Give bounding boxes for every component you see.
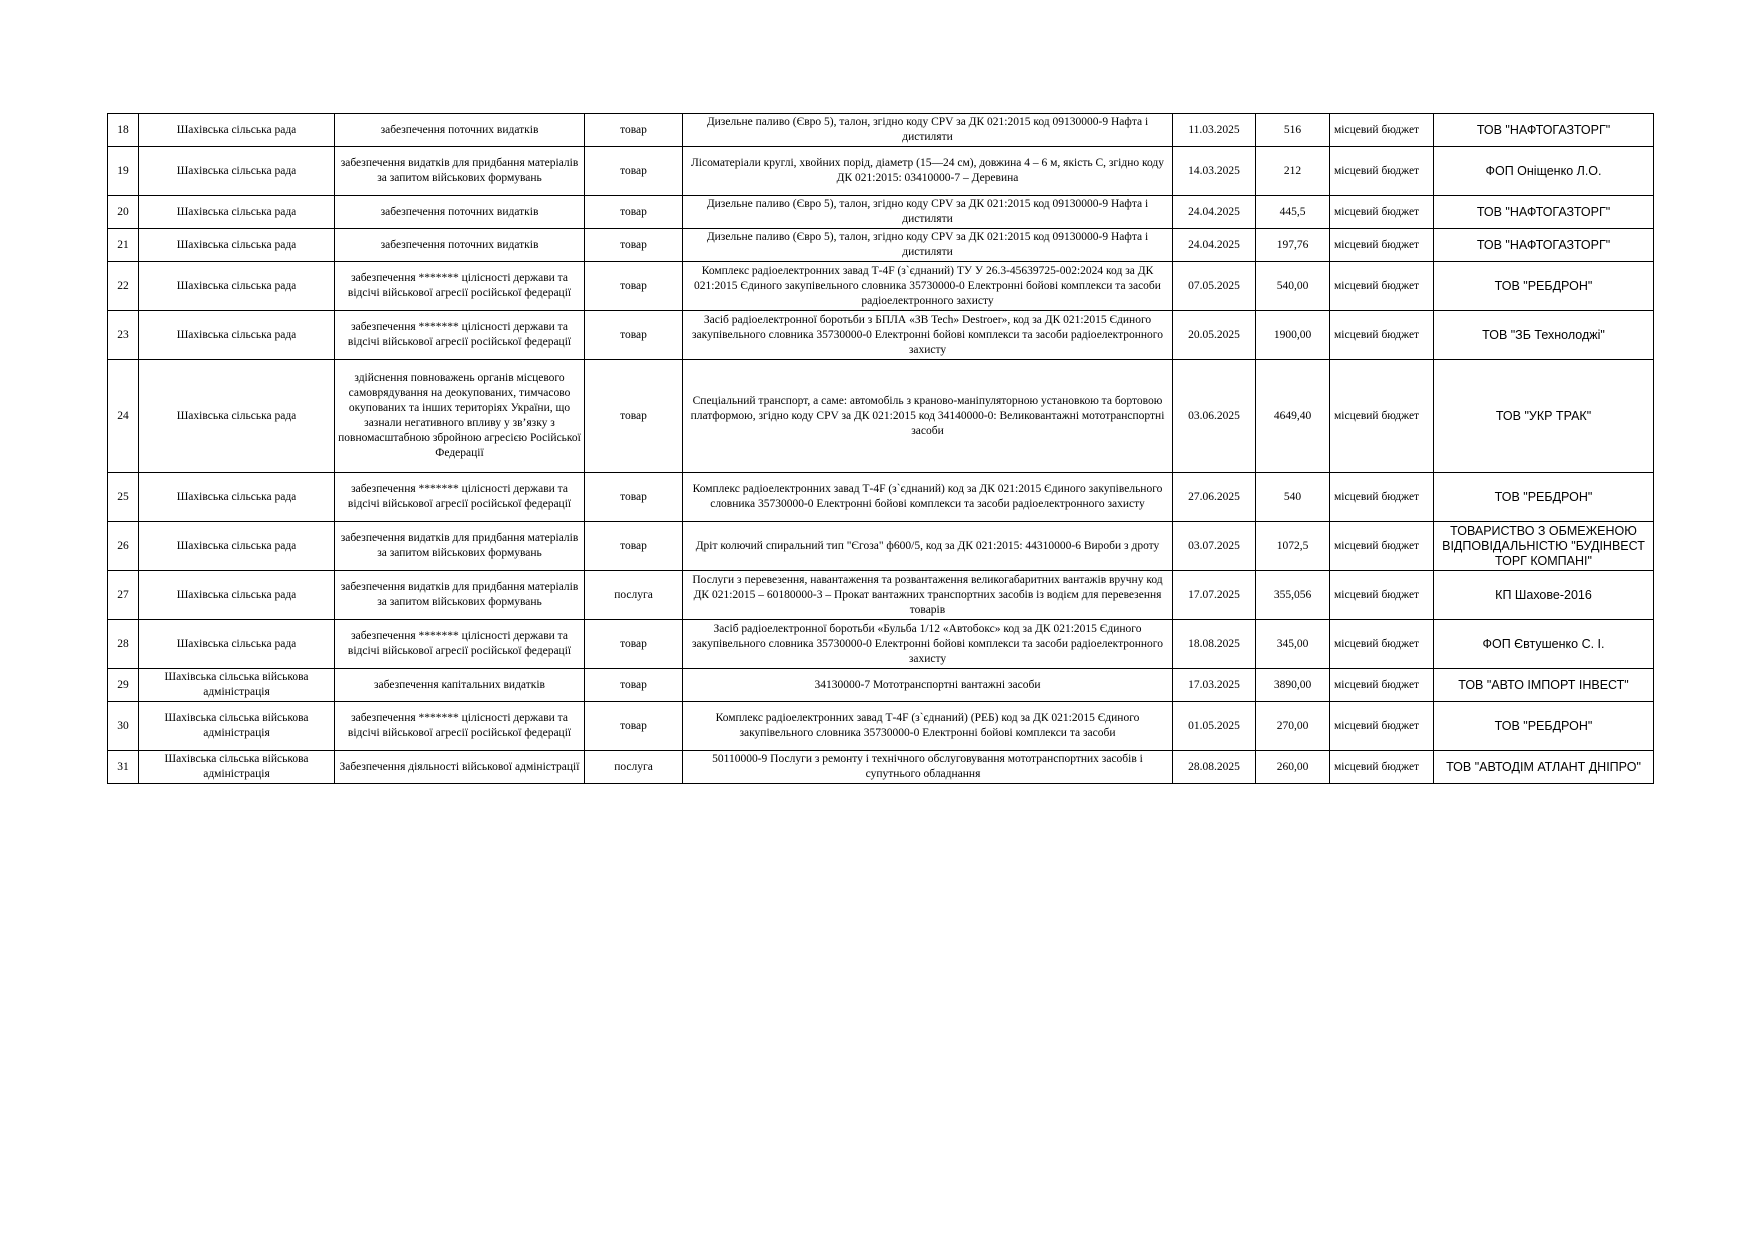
procurement-type: послуга xyxy=(585,751,683,784)
subject-description: Дизельне паливо (Євро 5), талон, згідно коду CPV за ДК 021:2015 код 09130000-9 Нафта і дистиляти xyxy=(683,114,1173,147)
supplier-name: ТОВ "НАФТОГАЗТОРГ" xyxy=(1434,114,1654,147)
row-number: 26 xyxy=(108,522,139,571)
contract-amount: 1072,5 xyxy=(1256,522,1330,571)
contract-amount: 270,00 xyxy=(1256,702,1330,751)
procurement-type: товар xyxy=(585,229,683,262)
purpose-text: забезпечення капітальних видатків xyxy=(335,669,585,702)
contract-date: 01.05.2025 xyxy=(1173,702,1256,751)
supplier-name: ТОВ "АВТОДІМ АТЛАНТ ДНІПРО" xyxy=(1434,751,1654,784)
contract-date: 03.07.2025 xyxy=(1173,522,1256,571)
organizer-name: Шахівська сільська рада xyxy=(139,262,335,311)
supplier-name: ФОП Оніщенко Л.О. xyxy=(1434,147,1654,196)
funding-source: місцевий бюджет xyxy=(1330,360,1434,473)
supplier-name: ТОВ "РЕБДРОН" xyxy=(1434,702,1654,751)
organizer-name: Шахівська сільська військова адміністрація xyxy=(139,702,335,751)
table-row xyxy=(108,229,1654,262)
contract-amount: 3890,00 xyxy=(1256,669,1330,702)
contract-date: 28.08.2025 xyxy=(1173,751,1256,784)
row-number: 28 xyxy=(108,620,139,669)
contract-amount: 4649,40 xyxy=(1256,360,1330,473)
contract-amount: 355,056 xyxy=(1256,571,1330,620)
row-number: 27 xyxy=(108,571,139,620)
subject-description: Комплекс радіоелектронних завад Т-4F (з`єднаний) (РЕБ) код за ДК 021:2015 Єдиного закупівельного словника 35730000-0 Електронні бойові комплекси та засоби xyxy=(683,702,1173,751)
funding-source: місцевий бюджет xyxy=(1330,196,1434,229)
organizer-name: Шахівська сільська рада xyxy=(139,360,335,473)
contract-amount: 516 xyxy=(1256,114,1330,147)
procurement-type: товар xyxy=(585,702,683,751)
procurement-type: товар xyxy=(585,196,683,229)
contract-date: 03.06.2025 xyxy=(1173,360,1256,473)
subject-description: Дріт колючий спиральний тип "Єгоза" ф600/5, код за ДК 021:2015: 44310000-6 Вироби з дроту xyxy=(683,522,1173,571)
subject-description: Дизельне паливо (Євро 5), талон, згідно коду CPV за ДК 021:2015 код 09130000-9 Нафта і дистиляти xyxy=(683,196,1173,229)
contract-amount: 1900,00 xyxy=(1256,311,1330,360)
contract-date: 27.06.2025 xyxy=(1173,473,1256,522)
funding-source: місцевий бюджет xyxy=(1330,147,1434,196)
subject-description: Засіб радіоелектронної боротьби «Бульба 1/12 «Автобокс» код за ДК 021:2015 Єдиного закупівельного словника 35730000-0 Електронні бойові комплекси та засоби радіоелектронного захисту xyxy=(683,620,1173,669)
funding-source: місцевий бюджет xyxy=(1330,311,1434,360)
subject-description: Комплекс радіоелектронних завад Т-4F (з`єднаний) ТУ У 26.3-45639725-002:2024 код за ДК 021:2015 Єдиного закупівельного словника 35730000-0 Електронні бойові комплекси та засоби радіоелектронного захисту xyxy=(683,262,1173,311)
contract-date: 20.05.2025 xyxy=(1173,311,1256,360)
row-number: 18 xyxy=(108,114,139,147)
supplier-name: ФОП Євтушенко С. І. xyxy=(1434,620,1654,669)
procurement-type: послуга xyxy=(585,571,683,620)
organizer-name: Шахівська сільська рада xyxy=(139,620,335,669)
contract-amount: 260,00 xyxy=(1256,751,1330,784)
contract-amount: 345,00 xyxy=(1256,620,1330,669)
funding-source: місцевий бюджет xyxy=(1330,669,1434,702)
supplier-name: ТОВ "ЗБ Технолоджі" xyxy=(1434,311,1654,360)
subject-description: Послуги з перевезення, навантаження та розвантаження великогабаритних вантажів вручну код ДК 021:2015 – 60180000-3 – Прокат вантажних транспортних засобів із водієм для перевезення товарів xyxy=(683,571,1173,620)
table-row xyxy=(108,473,1654,522)
contract-date: 07.05.2025 xyxy=(1173,262,1256,311)
procurement-type: товар xyxy=(585,360,683,473)
funding-source: місцевий бюджет xyxy=(1330,571,1434,620)
subject-description: Лісоматеріали круглі, хвойних порід, діаметр (15—24 см), довжина 4 – 6 м, якість С, згідно коду ДК 021:2015: 03410000-7 – Деревина xyxy=(683,147,1173,196)
table-row xyxy=(108,702,1654,751)
contract-date: 18.08.2025 xyxy=(1173,620,1256,669)
procurement-type: товар xyxy=(585,114,683,147)
procurement-type: товар xyxy=(585,147,683,196)
purpose-text: забезпечення видатків для придбання матеріалів за запитом військових формувань xyxy=(335,147,585,196)
row-number: 24 xyxy=(108,360,139,473)
supplier-name: ТОВ "АВТО ІМПОРТ ІНВЕСТ" xyxy=(1434,669,1654,702)
procurement-type: товар xyxy=(585,311,683,360)
table-row xyxy=(108,114,1654,147)
table-row xyxy=(108,147,1654,196)
funding-source: місцевий бюджет xyxy=(1330,262,1434,311)
purpose-text: Забезпечення діяльності військової адміністрації xyxy=(335,751,585,784)
procurement-type: товар xyxy=(585,473,683,522)
contract-date: 17.07.2025 xyxy=(1173,571,1256,620)
table-body xyxy=(108,114,1654,784)
funding-source: місцевий бюджет xyxy=(1330,114,1434,147)
subject-description: Дизельне паливо (Євро 5), талон, згідно коду CPV за ДК 021:2015 код 09130000-9 Нафта і дистиляти xyxy=(683,229,1173,262)
purpose-text: забезпечення ******* цілісності держави та відсічі військової агресії російської федерації xyxy=(335,311,585,360)
organizer-name: Шахівська сільська рада xyxy=(139,473,335,522)
row-number: 30 xyxy=(108,702,139,751)
row-number: 21 xyxy=(108,229,139,262)
table-row xyxy=(108,571,1654,620)
table-row xyxy=(108,620,1654,669)
funding-source: місцевий бюджет xyxy=(1330,751,1434,784)
purpose-text: забезпечення поточних видатків xyxy=(335,229,585,262)
contract-amount: 540,00 xyxy=(1256,262,1330,311)
procurement-table xyxy=(107,113,1654,784)
row-number: 23 xyxy=(108,311,139,360)
subject-description: Засіб радіоелектронної боротьби з БПЛА «ЗВ Tech» Destroer», код за ДК 021:2015 Єдиного закупівельного словника 35730000-0 Електронні бойові комплекси та засоби радіоелектронного захисту xyxy=(683,311,1173,360)
subject-description: Спеціальний транспорт, а саме: автомобіль з краново-маніпуляторною установкою та бортовою платформою, згідно коду CPV за ДК 021:2015 код 34140000-0: Великовантажні мототранспортні засоби xyxy=(683,360,1173,473)
purpose-text: забезпечення поточних видатків xyxy=(335,114,585,147)
subject-description: 34130000-7 Мототранспортні вантажні засоби xyxy=(683,669,1173,702)
purpose-text: здійснення повноважень органів місцевого самоврядування на деокупованих, тимчасово окупованих та інших територіях України, що зазнали негативного впливу у зв’язку з повномасштабною збройною агресією Російської Федерації xyxy=(335,360,585,473)
table-row xyxy=(108,262,1654,311)
procurement-type: товар xyxy=(585,262,683,311)
purpose-text: забезпечення ******* цілісності держави та відсічі військової агресії російської федерації xyxy=(335,702,585,751)
organizer-name: Шахівська сільська військова адміністрація xyxy=(139,669,335,702)
funding-source: місцевий бюджет xyxy=(1330,473,1434,522)
purpose-text: забезпечення видатків для придбання матеріалів за запитом військових формувань xyxy=(335,571,585,620)
supplier-name: КП Шахове-2016 xyxy=(1434,571,1654,620)
organizer-name: Шахівська сільська рада xyxy=(139,311,335,360)
procurement-type: товар xyxy=(585,669,683,702)
purpose-text: забезпечення поточних видатків xyxy=(335,196,585,229)
supplier-name: ТОВ "УКР ТРАК" xyxy=(1434,360,1654,473)
contract-amount: 197,76 xyxy=(1256,229,1330,262)
contract-amount: 540 xyxy=(1256,473,1330,522)
subject-description: Комплекс радіоелектронних завад Т-4F (з`єднаний) код за ДК 021:2015 Єдиного закупівельного словника 35730000-0 Електронні бойові комплекси та засоби радіоелектронного захисту xyxy=(683,473,1173,522)
supplier-name: ТОВ "РЕБДРОН" xyxy=(1434,262,1654,311)
purpose-text: забезпечення видатків для придбання матеріалів за запитом військових формувань xyxy=(335,522,585,571)
row-number: 31 xyxy=(108,751,139,784)
purpose-text: забезпечення ******* цілісності держави та відсічі військової агресії російської федерації xyxy=(335,262,585,311)
supplier-name: ТОВ "НАФТОГАЗТОРГ" xyxy=(1434,196,1654,229)
contract-amount: 445,5 xyxy=(1256,196,1330,229)
contract-amount: 212 xyxy=(1256,147,1330,196)
contract-date: 17.03.2025 xyxy=(1173,669,1256,702)
organizer-name: Шахівська сільська рада xyxy=(139,147,335,196)
contract-date: 24.04.2025 xyxy=(1173,229,1256,262)
procurement-type: товар xyxy=(585,620,683,669)
contract-date: 24.04.2025 xyxy=(1173,196,1256,229)
organizer-name: Шахівська сільська рада xyxy=(139,114,335,147)
organizer-name: Шахівська сільська рада xyxy=(139,196,335,229)
organizer-name: Шахівська сільська рада xyxy=(139,229,335,262)
organizer-name: Шахівська сільська рада xyxy=(139,571,335,620)
table-row xyxy=(108,360,1654,473)
row-number: 19 xyxy=(108,147,139,196)
organizer-name: Шахівська сільська військова адміністрація xyxy=(139,751,335,784)
procurement-type: товар xyxy=(585,522,683,571)
row-number: 20 xyxy=(108,196,139,229)
funding-source: місцевий бюджет xyxy=(1330,229,1434,262)
organizer-name: Шахівська сільська рада xyxy=(139,522,335,571)
purpose-text: забезпечення ******* цілісності держави та відсічі військової агресії російської федерації xyxy=(335,473,585,522)
funding-source: місцевий бюджет xyxy=(1330,620,1434,669)
table-row xyxy=(108,669,1654,702)
row-number: 22 xyxy=(108,262,139,311)
supplier-name: ТОВАРИСТВО З ОБМЕЖЕНОЮ ВІДПОВІДАЛЬНІСТЮ "БУДІНВЕСТ ТОРГ КОМПАНІ" xyxy=(1434,522,1654,571)
row-number: 25 xyxy=(108,473,139,522)
subject-description: 50110000-9 Послуги з ремонту і технічного обслуговування мототранспортних засобів і супутнього обладнання  xyxy=(683,751,1173,784)
funding-source: місцевий бюджет xyxy=(1330,702,1434,751)
contract-date: 11.03.2025 xyxy=(1173,114,1256,147)
row-number: 29 xyxy=(108,669,139,702)
table-row xyxy=(108,751,1654,784)
supplier-name: ТОВ "РЕБДРОН" xyxy=(1434,473,1654,522)
purpose-text: забезпечення ******* цілісності держави та відсічі військової агресії російської федерації xyxy=(335,620,585,669)
contract-date: 14.03.2025 xyxy=(1173,147,1256,196)
supplier-name: ТОВ "НАФТОГАЗТОРГ" xyxy=(1434,229,1654,262)
table-row xyxy=(108,311,1654,360)
table-row xyxy=(108,522,1654,571)
funding-source: місцевий бюджет xyxy=(1330,522,1434,571)
table-row xyxy=(108,196,1654,229)
